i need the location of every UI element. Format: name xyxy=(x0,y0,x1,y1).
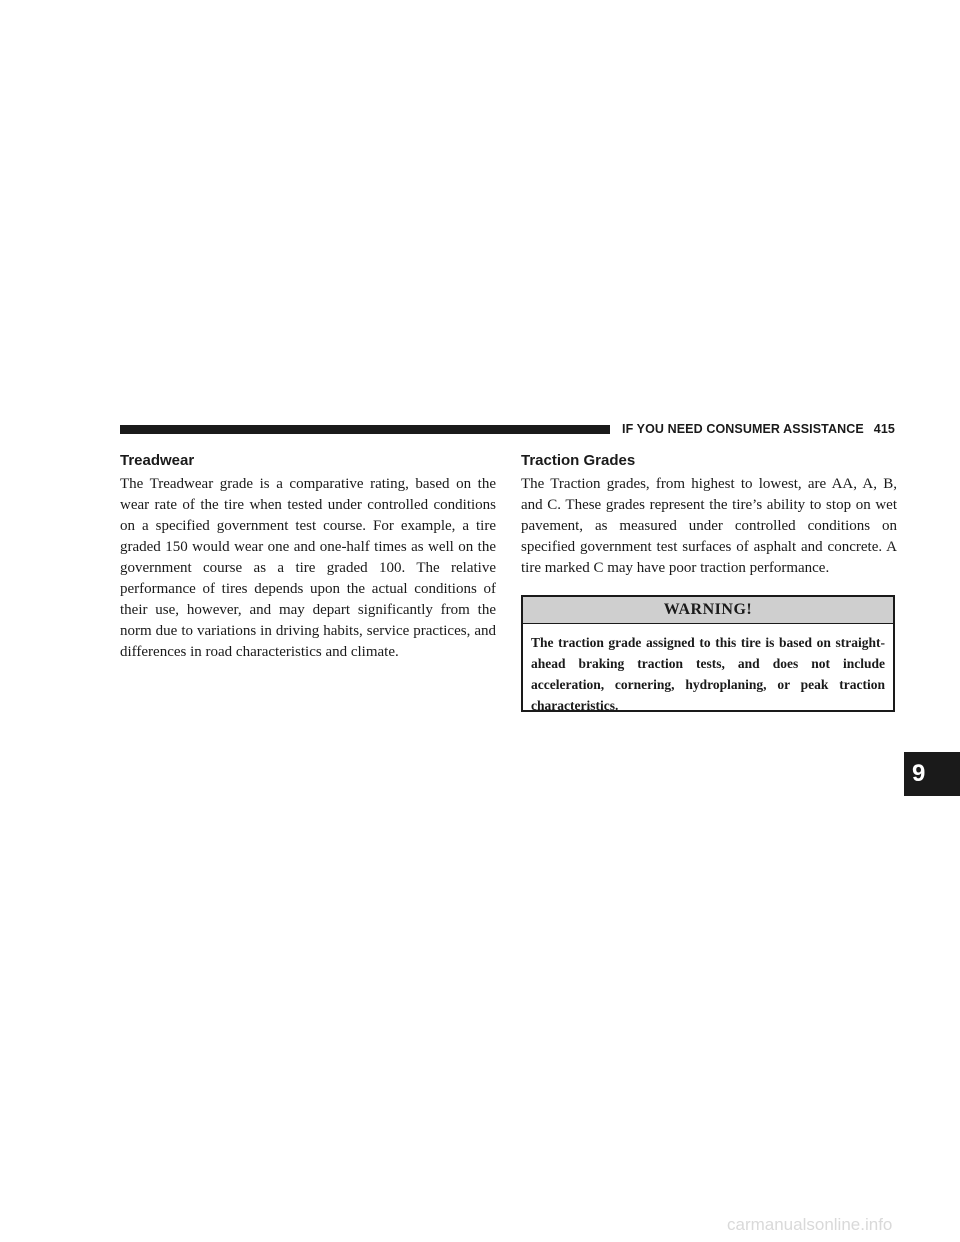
right-column xyxy=(521,452,897,579)
warning-text: The traction grade assigned to this tire is based on straight-ahead braking traction tests, and does not include acceleration, cornering, hydroplaning, or peak traction characteristics. xyxy=(531,635,885,713)
running-header xyxy=(622,422,895,436)
warning-box xyxy=(521,595,895,712)
page-number: 415 xyxy=(873,422,895,436)
treadwear-paragraph: The Treadwear grade is a comparative rating, based on the wear rate of the tire when tested under controlled conditions on a specified government test course. For example, a tire graded 150 would wear one and one-half times as well on the government course as a tire graded 100. The relative performance of tires depends upon the actual conditions of their use, however, and may depart significantly from the norm due to variations in driving habits, service practices, and differences in road characteristics and climate. xyxy=(120,476,496,660)
treadwear-heading: Treadwear xyxy=(120,452,195,469)
watermark: carmanualsonline.info xyxy=(727,1215,893,1234)
chapter-tab[interactable]: 9 xyxy=(904,752,960,796)
header-rule xyxy=(120,425,610,434)
warning-title: WARNING! xyxy=(523,597,893,624)
traction-grades-heading: Traction Grades xyxy=(521,452,636,469)
left-column xyxy=(120,452,496,663)
section-title: IF YOU NEED CONSUMER ASSISTANCE xyxy=(622,422,864,436)
traction-grades-paragraph: The Traction grades, from highest to lowest, are AA, A, B, and C. These grades represent the tire’s ability to stop on wet pavement, as measured under controlled conditions on specified government test surfaces of asphalt and concrete. A tire marked C may have poor traction performance. xyxy=(521,476,897,576)
